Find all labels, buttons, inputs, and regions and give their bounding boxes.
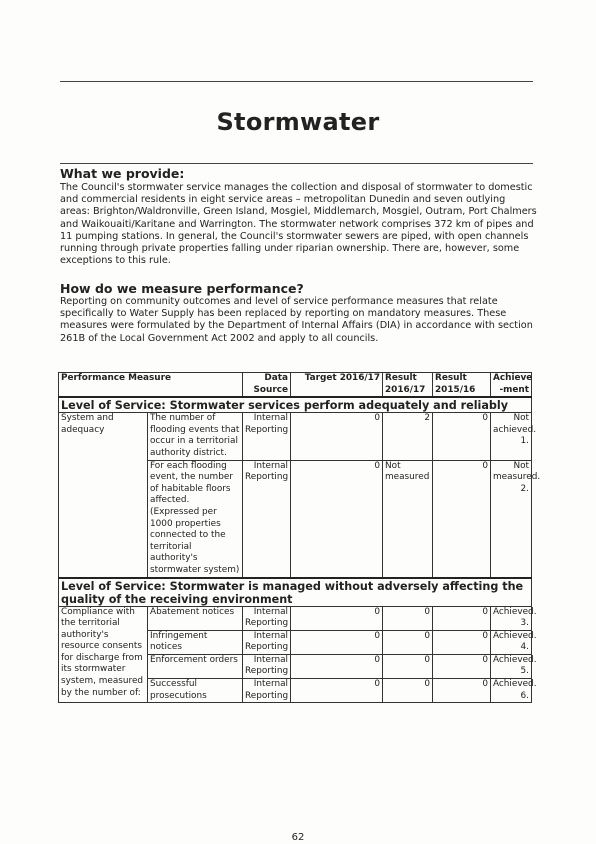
top-rule [60,81,533,82]
result-2016-17: 0 [383,679,433,703]
provide-heading: What we provide: [60,166,185,181]
group-label-compliance: Compliance with the territorial authority's resource consents for discharge from its stormwater system, measured by the number of: [59,606,148,703]
level-of-service-row [59,578,532,607]
section-rule [60,163,533,164]
result-2015-16: 0 [433,606,491,630]
header-target: Target 2016/17 [291,373,383,398]
data-source: Internal Reporting [243,413,291,460]
data-source: Internal Reporting [243,606,291,630]
table-row [59,413,532,460]
target-value: 0 [291,654,383,678]
result-2016-17: 0 [383,630,433,654]
achievement: Achieved. 6. [491,679,532,703]
performance-table [58,372,541,703]
measure-desc: Abatement notices [148,606,243,630]
level-of-service-2: Level of Service: Stormwater is managed without adversely affecting the quality of the receiving environment [59,578,532,607]
measure-desc: Enforcement orders [148,654,243,678]
target-value: 0 [291,606,383,630]
result-2015-16: 0 [433,460,491,577]
result-2016-17: Not measured [383,460,433,577]
level-of-service-row [59,397,532,413]
page-number: 62 [291,832,305,843]
table-row [59,606,532,630]
header-data-source: Data Source [243,373,291,398]
result-2015-16: 0 [433,413,491,460]
measure-desc: The number of flooding events that occur in a territorial authority district. [148,413,243,460]
target-value: 0 [291,630,383,654]
result-2015-16: 0 [433,630,491,654]
result-2016-17: 0 [383,606,433,630]
page-title: Stormwater [216,108,380,136]
data-source: Internal Reporting [243,460,291,577]
achievement: Not measured. 2. [491,460,532,577]
target-value: 0 [291,460,383,577]
measure-desc: For each flooding event, the number of habitable floors affected. (Expressed per 1000 properties connected to the territorial authority's stormwater system) [148,460,243,577]
result-2015-16: 0 [433,679,491,703]
data-source: Internal Reporting [243,654,291,678]
achievement: Not achieved. 1. [491,413,532,460]
header-result-2016-17: Result 2016/17 [383,373,433,398]
result-2016-17: 0 [383,654,433,678]
table-header-row [59,373,532,398]
achievement: Achieved. 4. [491,630,532,654]
header-result-2015-16: Result 2015/16 [433,373,491,398]
header-achievement: Achieve -ment [491,373,532,398]
measure-desc: Infringement notices [148,630,243,654]
header-performance-measure: Performance Measure [59,373,243,398]
group-label-system-adequacy: System and adequacy [59,413,148,578]
target-value: 0 [291,679,383,703]
data-source: Internal Reporting [243,679,291,703]
result-2016-17: 2 [383,413,433,460]
measure-heading: How do we measure performance? [60,281,304,296]
provide-text: The Council's stormwater service manages the collection and disposal of stormwater to domestic and commercial residents in eight service areas – metropolitan Dunedin and seven outlying areas: Brighton/Waldronville, Green Island, Mosgiel, Middlemarch, Mosgiel, Outram, Port Chalmers and Waikouaiti/Karitane and Warrington. The stormwater network comprises 372 km of pipes and 11 pumping stations. In general, the Council's stormwater sewers are piped, with open channels running through private properties falling under riparian ownership. There are, however, some exceptions to this rule. [60,182,537,267]
measure-text: Reporting on community outcomes and level of service performance measures that relate specifically to Water Supply has been replaced by reporting on mandatory measures. These measures were formulated by the Department of Internal Affairs (DIA) in accordance with section 261B of the Local Government Act 2002 and apply to all councils. [60,296,533,344]
data-source: Internal Reporting [243,630,291,654]
result-2015-16: 0 [433,654,491,678]
achievement: Achieved. 5. [491,654,532,678]
level-of-service-1: Level of Service: Stormwater services perform adequately and reliably [59,397,532,413]
measure-desc: Successful prosecutions [148,679,243,703]
target-value: 0 [291,413,383,460]
achievement: Achieved. 3. [491,606,532,630]
